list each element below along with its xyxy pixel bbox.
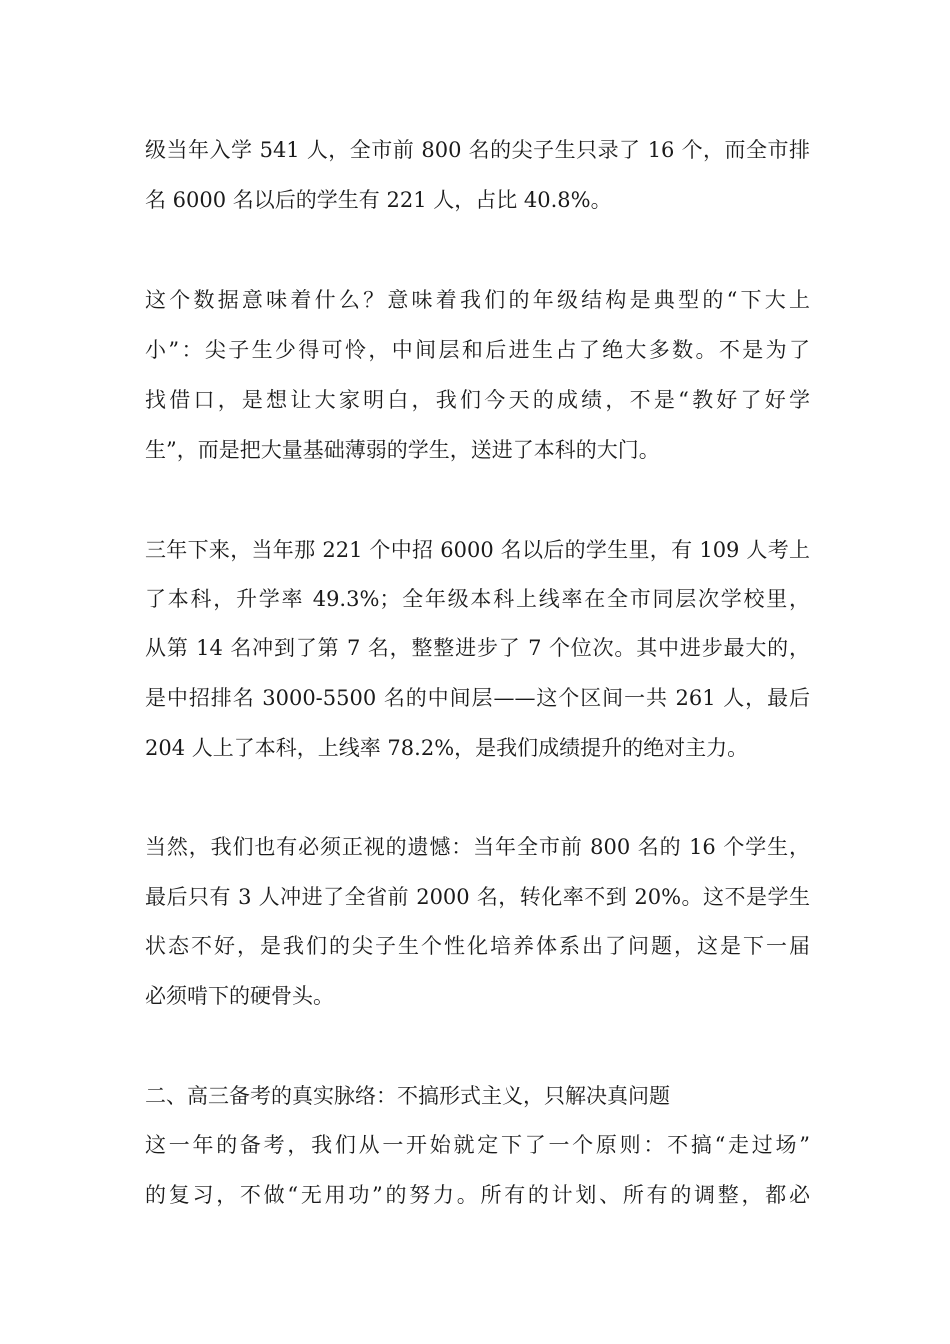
- text-line: 当然，我们也有必须正视的遗憾：当年全市前 800 名的 16 个学生，: [145, 835, 810, 859]
- text-line: 从第 14 名冲到了第 7 名，整整进步了 7 个位次。其中进步最大的，: [145, 636, 810, 660]
- text-line: 最后只有 3 人冲进了全省前 2000 名，转化率不到 20%。这不是学生: [145, 885, 810, 909]
- text-line: 这个数据意味着什么？意味着我们的年级结构是典型的“下大上: [145, 288, 810, 312]
- text-line: 了本科，升学率 49.3%；全年级本科上线率在全市同层次学校里，: [145, 587, 810, 611]
- text-line: 找借口，是想让大家明白，我们今天的成绩，不是“教好了好学: [145, 388, 810, 412]
- section-heading: 二、高三备考的真实脉络：不搞形式主义，只解决真问题: [145, 1084, 670, 1108]
- text-line: 三年下来，当年那 221 个中招 6000 名以后的学生里，有 109 人考上: [145, 538, 810, 562]
- text-line: 的复习，不做“无用功”的努力。所有的计划、所有的调整，都必: [145, 1183, 810, 1207]
- text-line: 204 人上了本科，上线率 78.2%，是我们成绩提升的绝对主力。: [145, 736, 749, 760]
- text-line: 级当年入学 541 人，全市前 800 名的尖子生只录了 16 个，而全市排: [145, 138, 810, 162]
- text-line: 这一年的备考，我们从一开始就定下了一个原则：不搞“走过场”: [145, 1133, 810, 1157]
- text-line: 是中招排名 3000-5500 名的中间层——这个区间一共 261 人，最后: [145, 686, 810, 710]
- text-line: 小”：尖子生少得可怜，中间层和后进生占了绝大多数。不是为了: [145, 338, 810, 362]
- text-line: 生”，而是把大量基础薄弱的学生，送进了本科的大门。: [145, 438, 660, 462]
- text-line: 必须啃下的硬骨头。: [145, 984, 334, 1008]
- text-line: 名 6000 名以后的学生有 221 人，占比 40.8%。: [145, 188, 612, 212]
- text-line: 状态不好，是我们的尖子生个性化培养体系出了问题，这是下一届: [145, 934, 810, 958]
